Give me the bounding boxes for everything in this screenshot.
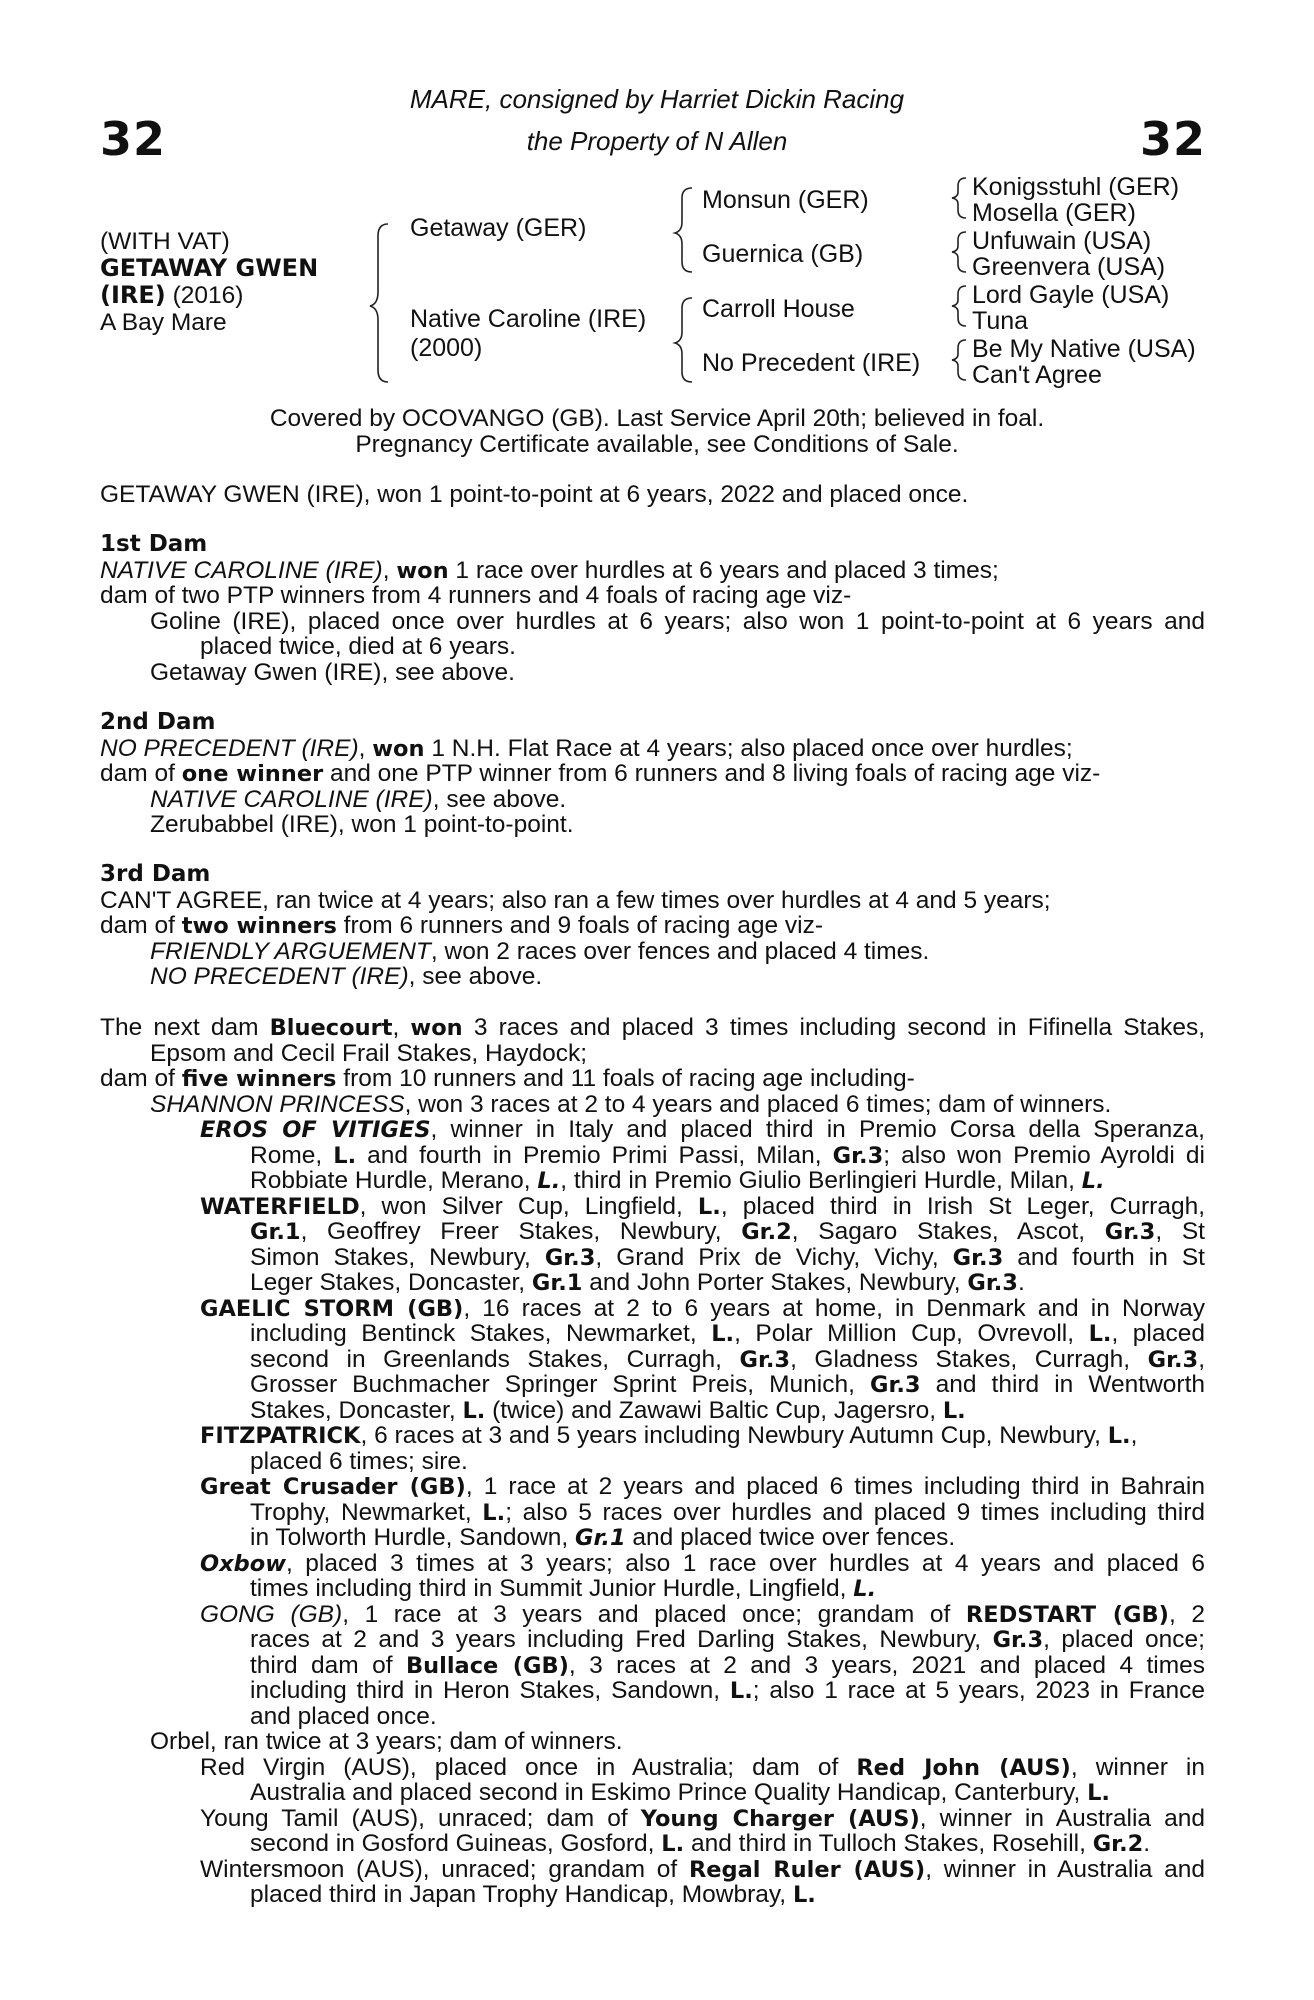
text-run: , (1130, 1422, 1138, 1449)
text-run: . (1017, 1269, 1025, 1296)
ped-dsd: Tuna (972, 307, 1029, 335)
entry-great-crusader (100, 1474, 1205, 1500)
text-run: L. (333, 1142, 357, 1169)
text-run: and John Porter Stakes, Newbury, (582, 1269, 968, 1296)
text-run: Regal Ruler (AUS) (688, 1856, 926, 1883)
text-run: Gr.3 (739, 1346, 791, 1373)
text-run: from 10 runners and 11 foals of racing age including- (336, 1065, 915, 1092)
text-line (100, 761, 1205, 787)
text-run: , won Silver Cup, Lingfield, (359, 1192, 698, 1220)
horse-suffix: (IRE) (100, 281, 166, 309)
text-run: ; also 1 race at 5 years, 2023 in France (752, 1677, 1205, 1704)
text-line (100, 1168, 1205, 1194)
vat-note: (WITH VAT) (100, 228, 230, 255)
text-run: L. (792, 1882, 816, 1908)
text-line: Getaway Gwen (IRE), see above. (150, 658, 515, 686)
entry-oxbow (100, 1551, 1205, 1577)
text-run: , placed third in Irish St Leger, Curragh, (720, 1192, 1206, 1220)
text-run: placed third in Japan Trophy Handicap, Mowbray, (250, 1881, 793, 1908)
text-line (100, 1678, 1205, 1704)
text-run: and fourth in Premio Primi Passi, Milan, (356, 1141, 833, 1169)
text-line (100, 1372, 1205, 1398)
text-line (100, 1347, 1205, 1373)
text-run: Stakes, Doncaster, (250, 1396, 463, 1424)
text-run: Gr.3 (967, 1270, 1018, 1296)
text-line (100, 1245, 1205, 1271)
text-run: and placed twice over fences. (625, 1524, 956, 1551)
dam: Native Caroline (IRE) (410, 305, 647, 333)
text-run: , 1 race at 2 years and placed 6 times including third in Bahrain (465, 1473, 1206, 1500)
text-line (100, 1653, 1205, 1679)
entry-fitzpatrick (100, 1423, 1205, 1449)
text-run: NO PRECEDENT (IRE) (100, 734, 359, 762)
lot-number-left: 32 (100, 112, 167, 166)
text-run: L. (482, 1499, 506, 1526)
horse-year: (2016) (172, 282, 244, 309)
text-run: (twice) and Zawawi Baltic Cup, Jagersro, (485, 1396, 943, 1424)
text-run: , 3 races at 2 and 3 years, 2021 and placed 4 times (568, 1651, 1205, 1679)
text-run: , winner in Australia and (925, 1855, 1206, 1883)
property-line: the Property of N Allen (526, 126, 788, 156)
text-run: , Grand Prix de Vichy, Vichy, (595, 1243, 953, 1271)
text-line: dam of two PTP winners from 4 runners and 4 foals of racing age viz- (100, 582, 852, 609)
text-line (100, 1270, 1205, 1296)
text-run: times including third in Summit Junior Hurdle, Lingfield, (250, 1575, 854, 1602)
lot-number-right: 32 (1139, 112, 1206, 166)
text-run: Young Charger (AUS) (640, 1805, 920, 1832)
second-dam-section (100, 710, 1205, 838)
text-line (100, 1500, 1205, 1526)
first-dam-section (100, 532, 1205, 685)
text-run: won (410, 1015, 463, 1041)
text-run: and third in Tulloch Stakes, Rosehill, (684, 1830, 1093, 1857)
text-run: won (372, 735, 425, 762)
dam-dam: No Precedent (IRE) (702, 349, 921, 377)
text-run: Australia and placed second in Eskimo Prince Quality Handicap, Canterbury, (250, 1779, 1088, 1806)
horse-name: GETAWAY GWEN (100, 254, 319, 282)
text-run: Bullace (GB) (405, 1652, 569, 1679)
text-run: Red John (AUS) (856, 1754, 1071, 1781)
text-run: 1 race over hurdles at 6 years and placed 3 times; (448, 556, 999, 584)
brace-sire (675, 188, 692, 272)
text-run: WATERFIELD (200, 1193, 360, 1220)
text-run: , Geoffrey Freer Stakes, Newbury, (300, 1218, 742, 1245)
text-line (100, 1321, 1205, 1347)
dam-sire: Carroll House (702, 295, 855, 323)
text-run: L. (661, 1831, 685, 1857)
text-run: Rome, (250, 1141, 334, 1169)
text-run: NATIVE CAROLINE (IRE) (150, 785, 433, 813)
brace-ds (952, 286, 966, 326)
text-run: Gr.1 (250, 1219, 301, 1245)
text-run: Gr.3 (832, 1142, 884, 1169)
brace-sd (952, 232, 966, 272)
text-run: GONG (GB) (200, 1600, 343, 1628)
text-line (100, 964, 1205, 990)
text-run: Gr.2 (1092, 1831, 1144, 1857)
entry-young-tamil (100, 1806, 1205, 1832)
text-run: NO PRECEDENT (IRE) (150, 963, 409, 990)
text-run: , see above. (408, 963, 543, 990)
text-run: second in Gosford Guineas, Gosford, (250, 1830, 662, 1857)
covered-line: Covered by OCOVANGO (GB). Last Service April 20th; believed in foal. (269, 405, 1045, 432)
text-run: Wintersmoon (AUS), unraced; grandam of (200, 1855, 689, 1883)
ped-dds: Be My Native (USA) (972, 335, 1196, 363)
text-run: one winner (181, 761, 324, 787)
text-line (100, 1882, 1205, 1908)
text-line: Zerubabbel (IRE), won 1 point-to-point. (150, 811, 574, 838)
text-run: ; also 5 races over hurdles and placed 9 times including third (505, 1498, 1206, 1526)
entry-waterfield (100, 1194, 1205, 1220)
text-run: races at 2 and 3 years including Fred Darling Stakes, Newbury, (250, 1626, 993, 1653)
text-run: L. (1081, 1168, 1105, 1194)
text-run: 1 N.H. Flat Race at 4 years; also placed once over hurdles; (424, 734, 1073, 762)
text-run: Red Virgin (AUS), placed once in Australia; dam of (200, 1753, 857, 1781)
text-run: , see above. (432, 785, 567, 813)
text-run: , third in Premio Giulio Berlingieri Hurdle, Milan, (560, 1167, 1082, 1194)
text-run: two winners (181, 913, 337, 939)
text-run: , 6 races at 3 and 5 years including Newbury Autumn Cup, Newbury, (360, 1422, 1108, 1449)
text-line (100, 913, 1205, 939)
text-run: Gr.3 (992, 1627, 1044, 1653)
text-run: L. (711, 1321, 735, 1347)
text-line: CAN'T AGREE, ran twice at 4 years; also ran a few times over hurdles at 4 and 5 years; (100, 886, 1051, 914)
text-run: including third in Heron Stakes, Sandown, (250, 1677, 730, 1704)
entry-gong (100, 1602, 1205, 1628)
text-run: including Bentinck Stakes, Newmarket, (250, 1320, 712, 1347)
text-run: , 16 races at 2 to 6 years at home, in Denmark and in Norway (463, 1294, 1205, 1322)
text-run: five winners (181, 1066, 337, 1092)
text-run: L. (942, 1397, 966, 1424)
text-run: The next dam (100, 1014, 270, 1041)
text-line: placed twice, died at 6 years. (200, 633, 516, 660)
text-run: L. (729, 1678, 753, 1704)
brace-main (370, 224, 388, 382)
text-run: in Tolworth Hurdle, Sandown, (250, 1524, 576, 1551)
text-run: NATIVE CAROLINE (IRE) (100, 556, 383, 584)
third-dam-section (100, 862, 1205, 990)
brace-ss (952, 178, 966, 218)
text-run: dam of (100, 1065, 182, 1092)
second-dam-heading: 2nd Dam (100, 709, 216, 735)
ped-ssd: Mosella (GER) (972, 199, 1136, 227)
next-dam-section (100, 1015, 1205, 1908)
text-run: , winner in Australia and (919, 1804, 1205, 1832)
ped-ddd: Can't Agree (972, 361, 1102, 389)
horse-description: A Bay Mare (100, 309, 227, 336)
text-run: Gr.3 (869, 1372, 921, 1398)
text-run: EROS OF VITIGES (200, 1117, 431, 1143)
text-run: , won 2 races over fences and placed 4 times. (430, 937, 930, 965)
text-line (100, 1576, 1205, 1602)
text-run: from 6 runners and 9 foals of racing age viz- (336, 912, 824, 939)
text-run: L. (1107, 1423, 1131, 1449)
text-run: L. (1088, 1321, 1112, 1347)
text-line (100, 736, 1205, 762)
text-run: FITZPATRICK (200, 1423, 361, 1449)
text-run: won (396, 557, 449, 584)
text-line: and placed once. (250, 1702, 437, 1730)
text-run: ; also won Premio Ayroldi di (883, 1141, 1205, 1169)
text-run: and fourth in St (1003, 1243, 1205, 1271)
text-run: dam of (100, 912, 182, 939)
text-run: Simon Stakes, Newbury, (250, 1243, 545, 1271)
text-run: L. (1087, 1780, 1110, 1806)
entry-orbel: Orbel, ran twice at 3 years; dam of winners. (150, 1728, 623, 1755)
text-run: third dam of (250, 1651, 406, 1679)
text-line (100, 1219, 1205, 1245)
text-line (100, 1398, 1205, 1424)
text-run: , 2 (1168, 1600, 1205, 1628)
text-run: FRIENDLY ARGUEMENT (150, 937, 431, 965)
text-run: , St (1155, 1218, 1205, 1245)
text-run: , (382, 556, 397, 584)
text-run: , Sagaro Stakes, Ascot, (791, 1218, 1105, 1245)
text-line: Goline (IRE), placed once over hurdles at 6 years; also won 1 point-to-point at 6 years and (150, 607, 1205, 635)
intro-paragraph (100, 482, 1205, 508)
text-run: second in Greenlands Stakes, Curragh, (250, 1345, 740, 1373)
text-run: , placed 3 times at 3 years; also 1 race over hurdles at 4 years and placed 6 (286, 1549, 1205, 1577)
text-run: Grosser Buchmacher Springer Sprint Preis, Munich, (250, 1371, 870, 1398)
text-run: Young Tamil (AUS), unraced; dam of (200, 1804, 641, 1832)
text-run: 3 races and placed 3 times including second in Fifinella Stakes, (462, 1014, 1205, 1041)
brace-dam (675, 298, 692, 382)
text-line: Epsom and Cecil Frail Stakes, Haydock; (150, 1039, 588, 1067)
ped-sdd: Greenvera (USA) (972, 253, 1166, 281)
text-line (100, 1627, 1205, 1653)
consignor-line: MARE, consigned by Harriet Dickin Racing (409, 84, 905, 114)
pregnancy-line: Pregnancy Certificate available, see Conditions of Sale. (355, 431, 959, 458)
text-line (100, 1780, 1205, 1806)
text-line (100, 787, 1205, 813)
text-run: and one PTP winner from 6 runners and 8 living foals of racing age viz- (323, 760, 1101, 787)
text-line (100, 1143, 1205, 1169)
text-run: , won 3 races at 2 to 4 years and placed 6 times; dam of winners. (404, 1090, 1112, 1118)
text-run: , placed (1111, 1320, 1205, 1347)
text-run: L. (697, 1193, 721, 1220)
text-run: Gr.3 (952, 1244, 1004, 1271)
text-run: SHANNON PRINCESS (150, 1090, 405, 1118)
text-line (100, 1066, 1205, 1092)
sire: Getaway (GER) (410, 214, 587, 242)
text-run: Great Crusader (GB) (200, 1474, 466, 1500)
text-run: Bluecourt (269, 1015, 393, 1041)
brace-dd (952, 340, 966, 380)
text-run: Gr.1 (531, 1270, 583, 1296)
text-run: . (1143, 1830, 1151, 1857)
text-run: L. (853, 1576, 877, 1602)
text-run: , Gladness Stakes, Curragh, (790, 1345, 1148, 1373)
entry-gaelic-storm (100, 1296, 1205, 1322)
text-run: Gr.3 (1104, 1219, 1156, 1245)
entry-wintersmoon (100, 1857, 1205, 1883)
sire-dam: Guernica (GB) (702, 240, 864, 268)
entry-red-virgin (100, 1755, 1205, 1781)
ped-sds: Unfuwain (USA) (972, 227, 1152, 255)
text-run: L. (462, 1397, 486, 1424)
text-run: , 1 race at 3 years and placed once; grandam of (342, 1600, 966, 1628)
text-run: , (358, 734, 373, 762)
text-run: dam of (100, 760, 182, 787)
ped-sss: Konigsstuhl (GER) (972, 173, 1180, 201)
text-run: , (392, 1014, 411, 1041)
text-run: Gr.3 (1147, 1346, 1199, 1373)
text-run: REDSTART (GB) (965, 1601, 1169, 1628)
sire-sire: Monsun (GER) (702, 186, 869, 214)
entry-eros (100, 1117, 1205, 1143)
text-line: GETAWAY GWEN (IRE), won 1 point-to-point at 6 years, 2022 and placed once. (100, 481, 969, 508)
text-line (100, 939, 1205, 965)
text-run: Gr.3 (544, 1244, 596, 1271)
dam-year: (2000) (410, 334, 483, 362)
text-line (100, 558, 1205, 584)
text-run: Gr.1 (575, 1525, 626, 1551)
text-run: GAELIC STORM (GB) (200, 1295, 464, 1322)
text-line (100, 1525, 1205, 1551)
text-line: placed 6 times; sire. (250, 1447, 468, 1475)
third-dam-heading: 3rd Dam (100, 861, 211, 887)
text-run: Robbiate Hurdle, Merano, (250, 1167, 538, 1194)
text-line (100, 1831, 1205, 1857)
text-run: , winner in Italy and placed third in Premio Corsa della Speranza, (430, 1116, 1205, 1143)
text-run: and third in Wentworth (920, 1371, 1205, 1398)
text-run: Trophy, Newmarket, (250, 1498, 483, 1526)
text-run: Leger Stakes, Doncaster, (250, 1269, 532, 1296)
text-run: , (1198, 1345, 1205, 1373)
text-run: , winner in (1070, 1753, 1205, 1781)
text-run: Oxbow (200, 1550, 286, 1577)
first-dam-heading: 1st Dam (100, 531, 208, 557)
text-line (100, 1092, 1205, 1118)
text-line (100, 1015, 1205, 1041)
text-run: L. (537, 1168, 561, 1194)
ped-dss: Lord Gayle (USA) (972, 281, 1170, 309)
text-run: , placed once; (1043, 1626, 1205, 1653)
text-run: , Polar Million Cup, Ovrevoll, (734, 1320, 1089, 1347)
text-run: Gr.2 (741, 1219, 792, 1245)
